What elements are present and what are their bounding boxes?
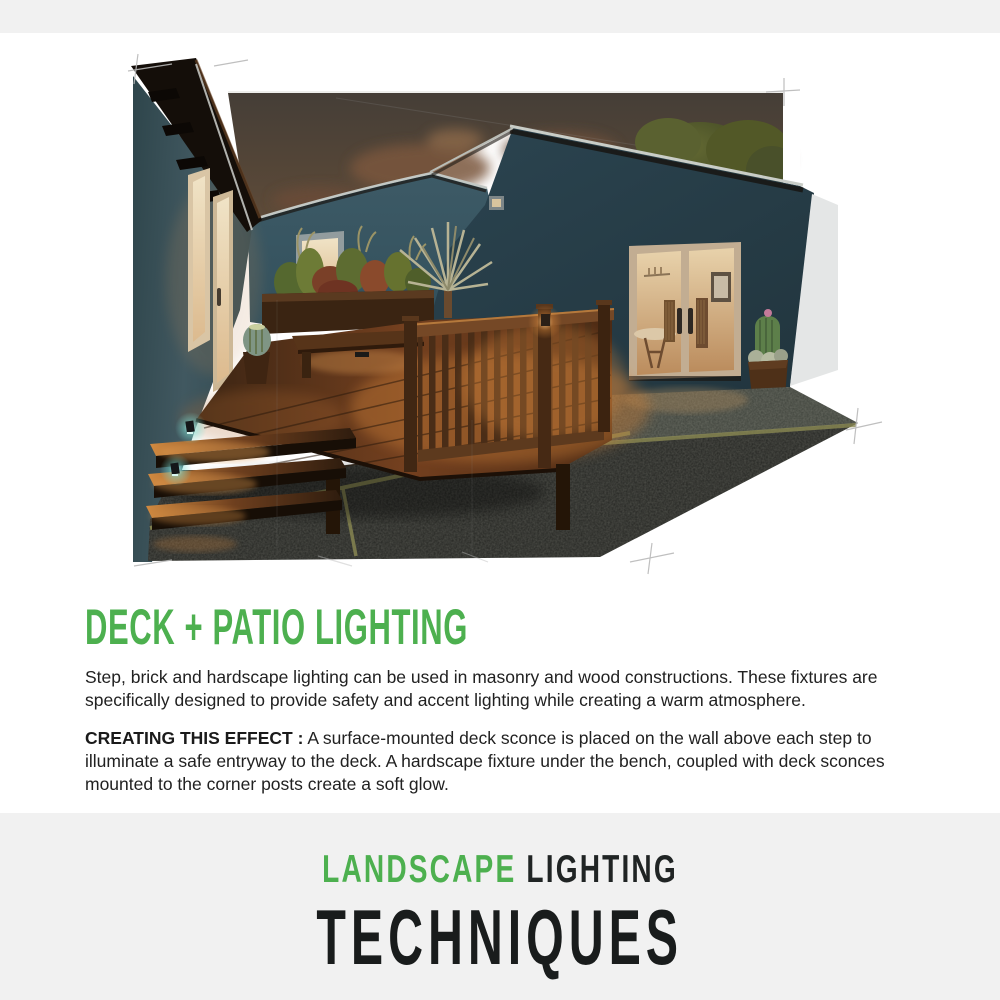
- deck-post: [556, 464, 570, 530]
- door-handle: [677, 308, 682, 334]
- effect-paragraph: [85, 727, 923, 796]
- railing-post: [598, 304, 610, 432]
- railing-post: [404, 320, 417, 472]
- lit-tall-window: [188, 168, 210, 352]
- brand-line: [0, 850, 1000, 889]
- brand-word-landscape: LANDSCAPE: [322, 848, 517, 891]
- article: [85, 599, 923, 811]
- brand-word-lighting: LIGHTING: [526, 848, 678, 891]
- deck-sconce: [185, 420, 194, 432]
- deck-sconce: [170, 462, 179, 474]
- brand-title: TECHNIQUES: [316, 893, 684, 981]
- page-title: DECK + PATIO LIGHTING: [85, 599, 469, 655]
- french-doors: [629, 242, 741, 381]
- effect-label: CREATING THIS EFFECT :: [85, 728, 304, 748]
- door-handle: [217, 288, 221, 306]
- cactus-flower: [764, 309, 772, 317]
- door-handle: [688, 308, 693, 334]
- hardscape-fixture: [355, 352, 369, 357]
- post-sconce: [541, 314, 550, 326]
- intro-paragraph: Step, brick and hardscape lighting can be used in masonry and wood constructions. These fixtures are specifically designed to provide safety and accent lighting while creating a warm atmosphere.: [85, 667, 878, 710]
- effect-text: A surface-mounted deck sconce is placed on the wall above each step to illuminate a safe entryway to the deck. A hardscape fixture under the bench, coupled with deck sconces mounted to the corner posts create a soft glow.: [85, 728, 885, 794]
- footer: [0, 813, 1000, 1000]
- door-glass-right: [689, 248, 734, 372]
- pouf-cactus-pot: [243, 324, 271, 384]
- lit-door: [213, 190, 233, 392]
